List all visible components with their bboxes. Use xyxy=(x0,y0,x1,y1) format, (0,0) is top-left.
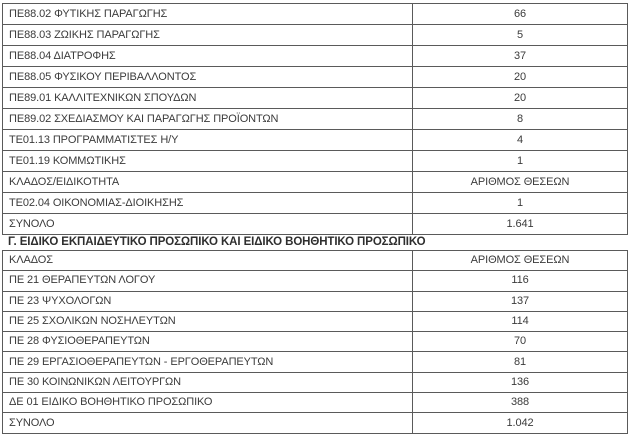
table-row xyxy=(3,193,628,214)
specialty-cell: ΠΕ89.02 ΣΧΕΔΙΑΣΜΟΥ ΚΑΙ ΠΑΡΑΓΩΓΗΣ ΠΡΟΪΟΝΤΩΝ xyxy=(3,109,413,130)
header-row xyxy=(3,251,628,271)
positions-header-cell: ΑΡΙΘΜΟΣ ΘΕΣΕΩΝ xyxy=(413,172,628,193)
specialty-cell: ΤΕ01.19 ΚΟΜΜΩΤΙΚΗΣ xyxy=(3,151,413,172)
positions-cell: 114 xyxy=(413,311,628,331)
positions-cell: 137 xyxy=(413,291,628,311)
positions-cell: 388 xyxy=(413,393,628,413)
section-heading: Γ. ΕΙΔΙΚΟ ΕΚΠΑΙΔΕΥΤΙΚΟ ΠΡΟΣΩΠΙΚΟ ΚΑΙ ΕΙΔΙΚΟ ΒΟΗΘΗΤΙΚΟ ΠΡΟΣΩΠΙΚΟ xyxy=(8,236,426,248)
positions-cell: 8 xyxy=(413,109,628,130)
total-row xyxy=(3,214,628,235)
table-row xyxy=(3,109,628,130)
positions-cell: 81 xyxy=(413,352,628,372)
table-row xyxy=(3,291,628,311)
table-row xyxy=(3,352,628,372)
specialty-header-cell: ΚΛΑΔΟΣ xyxy=(3,251,413,271)
positions-cell: 37 xyxy=(413,46,628,67)
header-row xyxy=(3,172,628,193)
specialty-cell: ΠΕ88.04 ΔΙΑΤΡΟΦΗΣ xyxy=(3,46,413,67)
specialty-header-cell: ΚΛΑΔΟΣ/ΕΙΔΙΚΟΤΗΤΑ xyxy=(3,172,413,193)
table-row xyxy=(3,393,628,413)
specialty-cell: ΤΕ01.13 ΠΡΟΓΡΑΜΜΑΤΙΣΤΕΣ Η/Υ xyxy=(3,130,413,151)
positions-header-cell: ΑΡΙΘΜΟΣ ΘΕΣΕΩΝ xyxy=(413,251,628,271)
table-row xyxy=(3,372,628,392)
positions-cell: 70 xyxy=(413,332,628,352)
specialty-cell: ΠΕ 29 ΕΡΓΑΣΙΟΘΕΡΑΠΕΥΤΩΝ - ΕΡΓΟΘΕΡΑΠΕΥΤΩΝ xyxy=(3,352,413,372)
positions-cell: 136 xyxy=(413,372,628,392)
specialty-cell: ΠΕ 23 ΨΥΧΟΛΟΓΩΝ xyxy=(3,291,413,311)
total-label-cell: ΣΥΝΟΛΟ xyxy=(3,214,413,235)
total-value-cell: 1.641 xyxy=(413,214,628,235)
total-label-cell: ΣΥΝΟΛΟ xyxy=(3,413,413,433)
specialties-table-upper xyxy=(2,3,628,235)
table-row xyxy=(3,67,628,88)
positions-cell: 1 xyxy=(413,193,628,214)
specialty-cell: ΤΕ02.04 ΟΙΚΟΝΟΜΙΑΣ-ΔΙΟΙΚΗΣΗΣ xyxy=(3,193,413,214)
specialty-cell: ΠΕ 21 ΘΕΡΑΠΕΥΤΩΝ ΛΟΓΟΥ xyxy=(3,271,413,291)
positions-cell: 20 xyxy=(413,88,628,109)
specialty-cell: ΠΕ88.02 ΦΥΤΙΚΗΣ ΠΑΡΑΓΩΓΗΣ xyxy=(3,4,413,25)
table-row xyxy=(3,25,628,46)
specialty-cell: ΠΕ88.03 ΖΩΙΚΗΣ ΠΑΡΑΓΩΓΗΣ xyxy=(3,25,413,46)
specialty-cell: ΠΕ 25 ΣΧΟΛΙΚΩΝ ΝΟΣΗΛΕΥΤΩΝ xyxy=(3,311,413,331)
positions-cell: 20 xyxy=(413,67,628,88)
positions-cell: 1 xyxy=(413,151,628,172)
table-row xyxy=(3,88,628,109)
table-row xyxy=(3,46,628,67)
positions-cell: 4 xyxy=(413,130,628,151)
specialties-table-lower xyxy=(2,250,628,434)
positions-cell: 5 xyxy=(413,25,628,46)
table-row xyxy=(3,271,628,291)
table-row xyxy=(3,4,628,25)
table-row xyxy=(3,151,628,172)
total-value-cell: 1.042 xyxy=(413,413,628,433)
specialty-cell: ΔΕ 01 ΕΙΔΙΚΟ ΒΟΗΘΗΤΙΚΟ ΠΡΟΣΩΠΙΚΟ xyxy=(3,393,413,413)
specialty-cell: ΠΕ 30 ΚΟΙΝΩΝΙΚΩΝ ΛΕΙΤΟΥΡΓΩΝ xyxy=(3,372,413,392)
table-row xyxy=(3,130,628,151)
specialty-cell: ΠΕ89.01 ΚΑΛΛΙΤΕΧΝΙΚΩΝ ΣΠΟΥΔΩΝ xyxy=(3,88,413,109)
specialty-cell: ΠΕ 28 ΦΥΣΙΟΘΕΡΑΠΕΥΤΩΝ xyxy=(3,332,413,352)
total-row xyxy=(3,413,628,433)
positions-cell: 66 xyxy=(413,4,628,25)
table-row xyxy=(3,311,628,331)
table-row xyxy=(3,332,628,352)
positions-cell: 116 xyxy=(413,271,628,291)
specialty-cell: ΠΕ88.05 ΦΥΣΙΚΟΥ ΠΕΡΙΒΑΛΛΟΝΤΟΣ xyxy=(3,67,413,88)
